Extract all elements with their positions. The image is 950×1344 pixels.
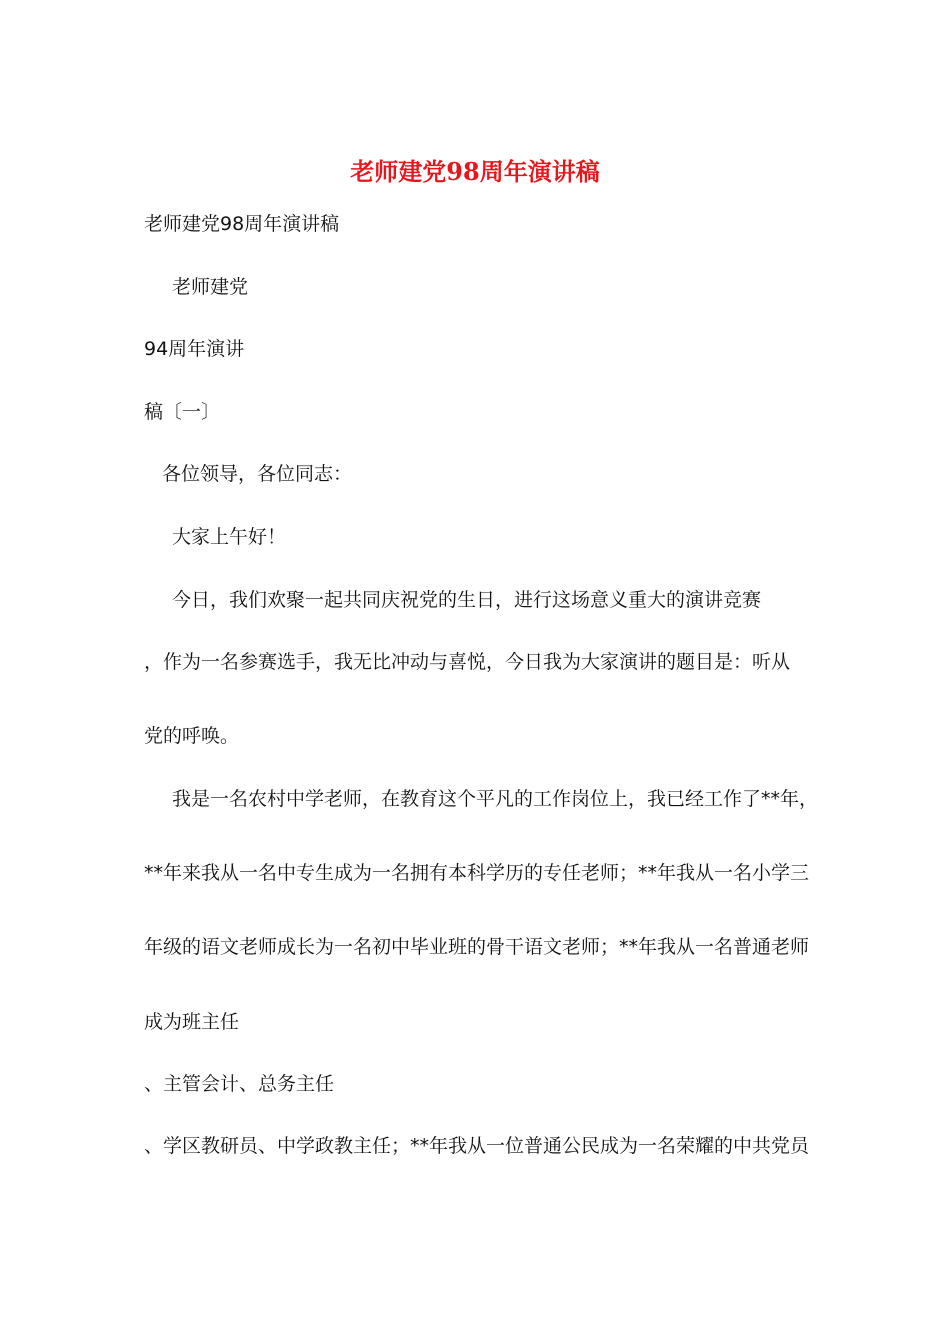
text-line: 稿〔一〕 [144, 401, 221, 423]
paragraph-line: 年级的语文老师成长为一名初中毕业班的骨干语文老师；**年我从一名普通老师 [144, 936, 810, 958]
paragraph-line: 今日，我们欢聚一起共同庆祝党的生日，进行这场意义重大的演讲竞赛 [172, 589, 762, 611]
paragraph-line: 成为班主任 [144, 1011, 240, 1033]
document-title: 老师建党98周年演讲稿 [350, 157, 600, 186]
paragraph-line: ，作为一名参赛选手，我无比冲动与喜悦，今日我为大家演讲的题目是：听从 [144, 651, 791, 673]
text-line: 大家上午好！ [172, 526, 287, 548]
text-line: 94周年演讲 [144, 338, 245, 360]
paragraph-line: 、学区教研员、中学政教主任；**年我从一位普通公民成为一名荣耀的中共党员 [144, 1135, 810, 1157]
paragraph-line: 党的呼唤。 [144, 725, 240, 747]
greeting-line: 各位领导，各位同志： [162, 463, 353, 485]
paragraph-line: 我是一名农村中学老师，在教育这个平凡的工作岗位上，我已经工作了**年， [172, 788, 819, 810]
text-line: 老师建党 [172, 276, 249, 298]
paragraph-line: **年来我从一名中专生成为一名拥有本科学历的专任老师；**年我从一名小学三 [144, 862, 810, 884]
subtitle-line: 老师建党98周年演讲稿 [144, 213, 340, 235]
paragraph-line: 、主管会计、总务主任 [144, 1073, 335, 1095]
